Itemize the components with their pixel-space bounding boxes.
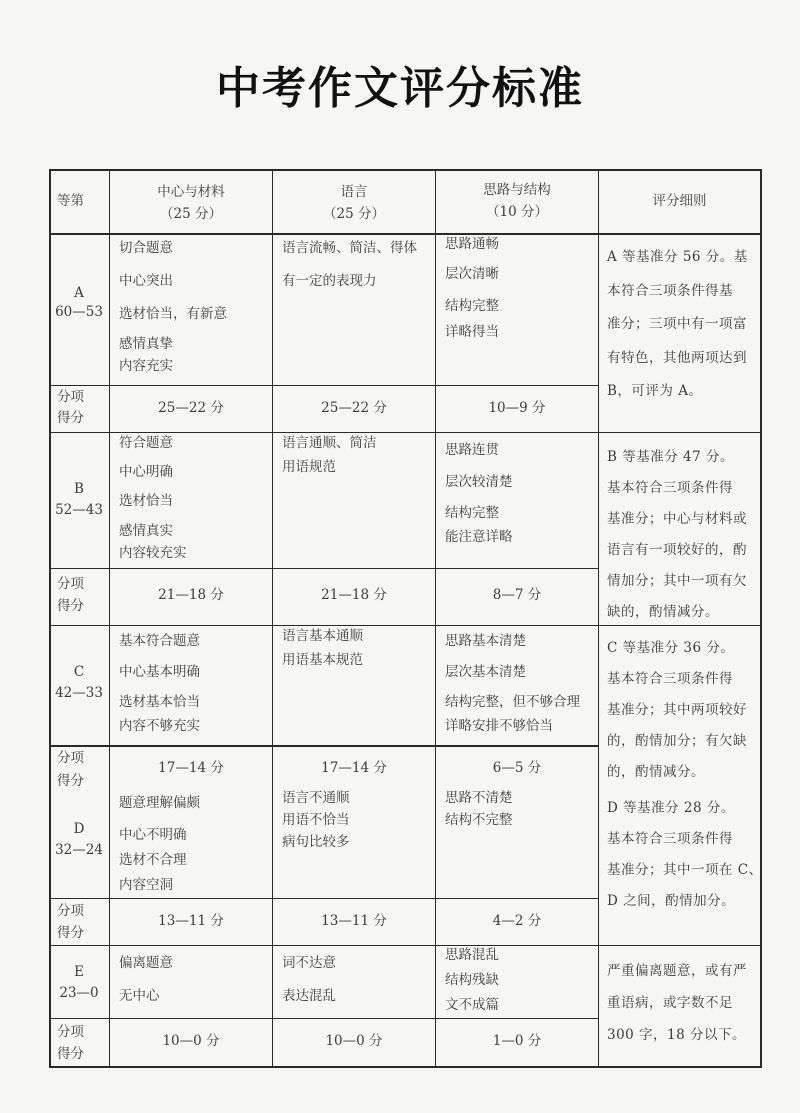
grade-range: 23—0 (59, 985, 99, 1001)
rule-line: 缺的，酌情减分。 (607, 604, 719, 620)
score-label-line: 分项 (57, 576, 84, 592)
grade-e-label (49, 962, 109, 1004)
rule-line: 情加分；其中一项有欠 (607, 573, 747, 589)
grade-e-content (119, 955, 173, 1004)
grade-d-structure (445, 790, 513, 828)
rule-line: 基准分；其中两项较好 (607, 702, 747, 718)
rule-line: 基准分；中心与材料或 (607, 511, 747, 527)
grade-a-content (119, 240, 227, 374)
criterion: 病句比较多 (282, 834, 350, 850)
criterion: 偏离题意 (119, 955, 173, 971)
criterion: 内容充实 (119, 358, 173, 374)
table-border-top (49, 169, 762, 171)
score-label-line: 分项 (57, 903, 84, 919)
grade-letter: D (73, 821, 85, 837)
grade-c-structure (445, 633, 580, 734)
grade-d-language (282, 790, 350, 850)
grade-b-label (49, 479, 109, 521)
score-label-line: 得分 (57, 1046, 84, 1062)
rule-line: 有特色，其他两项达到 (607, 349, 747, 366)
criterion: 选材恰当 (119, 493, 173, 509)
criterion: 基本符合题意 (119, 633, 200, 649)
grade-b-structure (445, 442, 513, 545)
grade-letter: C (73, 664, 85, 680)
grade-range: 32—24 (55, 842, 103, 858)
grade-range: 42—33 (55, 685, 103, 701)
criterion: 详略得当 (445, 324, 499, 340)
criterion: 用语规范 (282, 459, 336, 475)
rule-line: 基本符合三项条件得 (607, 671, 733, 687)
grade-a-structure (445, 236, 499, 340)
header-content-title: 中心与材料 (157, 184, 225, 200)
rule-line: B，可评为 A。 (607, 383, 703, 399)
rule-line: 本符合三项条件得基 (607, 282, 733, 299)
criterion: 能注意详略 (445, 529, 513, 545)
score-label-line: 得分 (57, 925, 84, 941)
grade-b-language (282, 435, 377, 475)
grade-b-content-score: 21—18 分 (158, 587, 224, 603)
criterion: 中心不明确 (119, 827, 187, 843)
grade-d-rules (607, 793, 763, 917)
criterion: 语言不通顺 (282, 790, 350, 806)
header-language-title: 语言 (340, 184, 368, 200)
criterion: 中心突出 (119, 273, 173, 289)
row-divider (49, 1018, 599, 1019)
header-structure-title: 思路与结构 (483, 182, 551, 198)
criterion: 内容不够充实 (119, 718, 200, 734)
criterion: 思路连贯 (445, 442, 499, 458)
criterion: 感情真实 (119, 523, 173, 539)
col-divider (109, 169, 110, 1068)
criterion: 结构残缺 (445, 972, 499, 988)
criterion: 用语不恰当 (282, 812, 350, 828)
grade-d-language-score: 13—11 分 (321, 913, 387, 929)
row-divider (49, 385, 599, 386)
grade-range: 60—53 (55, 304, 103, 320)
row-divider (49, 898, 599, 899)
criterion: 题意理解偏颇 (119, 795, 200, 811)
criterion: 思路通畅 (445, 236, 499, 252)
rule-line: D 之间，酌情加分。 (607, 893, 736, 909)
header-grade: 等第 (57, 193, 84, 209)
criterion: 表达混乱 (282, 988, 336, 1004)
criterion: 结构完整 (445, 505, 499, 521)
criterion: 中心明确 (119, 464, 173, 480)
criterion: 思路不清楚 (445, 790, 513, 806)
col-divider (435, 169, 436, 1068)
score-label (57, 900, 84, 944)
grade-b-rules (607, 442, 747, 628)
rule-line: 基准分；其中一项在 C、 (607, 862, 763, 878)
rule-line: 准分；三项中有一项富 (607, 316, 747, 332)
score-label-line: 分项 (57, 389, 84, 405)
criterion: 语言基本通顺 (282, 628, 363, 644)
grade-letter: E (74, 964, 84, 980)
grade-a-label (49, 284, 109, 322)
criterion: 层次清晰 (445, 266, 499, 282)
criterion: 选材恰当，有新意 (119, 306, 227, 322)
criterion: 详略安排不够恰当 (445, 718, 553, 734)
grade-b-language-score: 21—18 分 (321, 587, 387, 603)
criterion: 有一定的表现力 (282, 273, 377, 289)
grade-d-label (49, 819, 109, 861)
rule-line: 的，酌情加分；有欠缺 (607, 733, 747, 749)
grade-c-language-score: 17—14 分 (321, 760, 387, 776)
criterion: 选材基本恰当 (119, 694, 200, 710)
header-language (273, 181, 435, 225)
grade-c-structure-score: 6—5 分 (492, 760, 542, 776)
criterion: 层次基本清楚 (445, 664, 526, 680)
grade-e-rules (607, 955, 747, 1051)
score-label-line: 得分 (57, 773, 84, 789)
header-structure-points: （10 分） (486, 204, 548, 220)
scoring-table (49, 169, 762, 1068)
header-rules: 评分细则 (652, 193, 707, 209)
grade-c-content (119, 633, 200, 734)
criterion: 用语基本规范 (282, 652, 363, 668)
rule-line: A 等基准分 56 分。基 (607, 249, 748, 265)
rule-line: 严重偏离题意，或有严 (607, 963, 747, 979)
row-divider (49, 432, 762, 433)
grade-d-content-score: 13—11 分 (158, 913, 224, 929)
grade-d-content (119, 795, 200, 893)
criterion: 中心基本明确 (119, 664, 200, 680)
criterion: 文不成篇 (445, 997, 499, 1013)
criterion: 层次较清楚 (445, 474, 513, 490)
grade-c-rules (607, 633, 747, 788)
grade-b-content (119, 435, 187, 561)
row-divider (435, 745, 599, 747)
col-divider (272, 169, 273, 1068)
score-label-line: 得分 (57, 410, 84, 426)
criterion: 切合题意 (119, 240, 173, 256)
page-title: 中考作文评分标准 (216, 63, 584, 114)
col-divider (598, 169, 599, 1068)
criterion: 符合题意 (119, 435, 173, 451)
criterion: 感情真挚 (119, 336, 173, 352)
score-label (57, 573, 84, 617)
rule-line: 基本符合三项条件得 (607, 831, 733, 847)
row-divider (49, 945, 762, 946)
criterion: 结构完整，但不够合理 (445, 694, 580, 710)
table-border-bottom (49, 1066, 762, 1068)
rule-line: 基本符合三项条件得 (607, 480, 733, 496)
grade-c-label (49, 662, 109, 704)
grade-a-language-score: 25—22 分 (321, 400, 387, 416)
grade-a-structure-score: 10—9 分 (488, 400, 546, 416)
rule-line: C 等基准分 36 分。 (607, 640, 735, 656)
rule-line: 重语病，或字数不足 (607, 995, 733, 1011)
score-label (57, 747, 84, 793)
rule-line: B 等基准分 47 分。 (607, 449, 734, 465)
criterion: 选材不合理 (119, 852, 187, 868)
score-label-line: 得分 (57, 598, 84, 614)
grade-e-language-score: 10—0 分 (325, 1033, 383, 1049)
criterion: 语言通顺、简洁 (282, 435, 377, 451)
header-content-points: （25 分） (160, 206, 222, 222)
rule-line: D 等基准分 28 分。 (607, 800, 735, 816)
rule-line: 的，酌情减分。 (607, 764, 705, 780)
criterion: 结构完整 (445, 298, 499, 314)
row-divider (49, 568, 599, 569)
grade-range: 52—43 (55, 502, 103, 518)
grade-letter: B (74, 481, 84, 497)
grade-a-rules (607, 241, 748, 409)
criterion: 内容较充实 (119, 545, 187, 561)
score-label (57, 1021, 84, 1065)
criterion: 词不达意 (282, 955, 336, 971)
grade-c-language (282, 628, 363, 668)
criterion: 结构不完整 (445, 812, 513, 828)
criterion: 思路基本清楚 (445, 633, 526, 649)
grade-e-structure-score: 1—0 分 (492, 1033, 542, 1049)
criterion: 无中心 (119, 988, 160, 1004)
criterion: 语言流畅、简洁、得体 (282, 240, 417, 256)
header-structure (436, 179, 598, 223)
grade-d-structure-score: 4—2 分 (492, 913, 542, 929)
grade-c-content-score: 17—14 分 (158, 760, 224, 776)
rule-line: 语言有一项较好的，酌 (607, 542, 747, 558)
score-label-line: 分项 (57, 1024, 84, 1040)
criterion: 内容空洞 (119, 877, 173, 893)
grade-a-content-score: 25—22 分 (158, 400, 224, 416)
score-label (57, 387, 84, 429)
grade-a-language (282, 240, 417, 289)
grade-e-structure (445, 947, 499, 1013)
header-content (110, 181, 272, 225)
grade-e-language (282, 955, 336, 1004)
header-language-points: （25 分） (323, 206, 385, 222)
criterion: 思路混乱 (445, 947, 499, 963)
table-border-right (760, 169, 762, 1068)
grade-e-content-score: 10—0 分 (162, 1033, 220, 1049)
grade-letter: A (74, 285, 84, 301)
rule-line: 300 字，18 分以下。 (607, 1027, 747, 1043)
grade-b-structure-score: 8—7 分 (492, 587, 542, 603)
score-label-line: 分项 (57, 750, 84, 766)
row-divider (49, 233, 762, 235)
